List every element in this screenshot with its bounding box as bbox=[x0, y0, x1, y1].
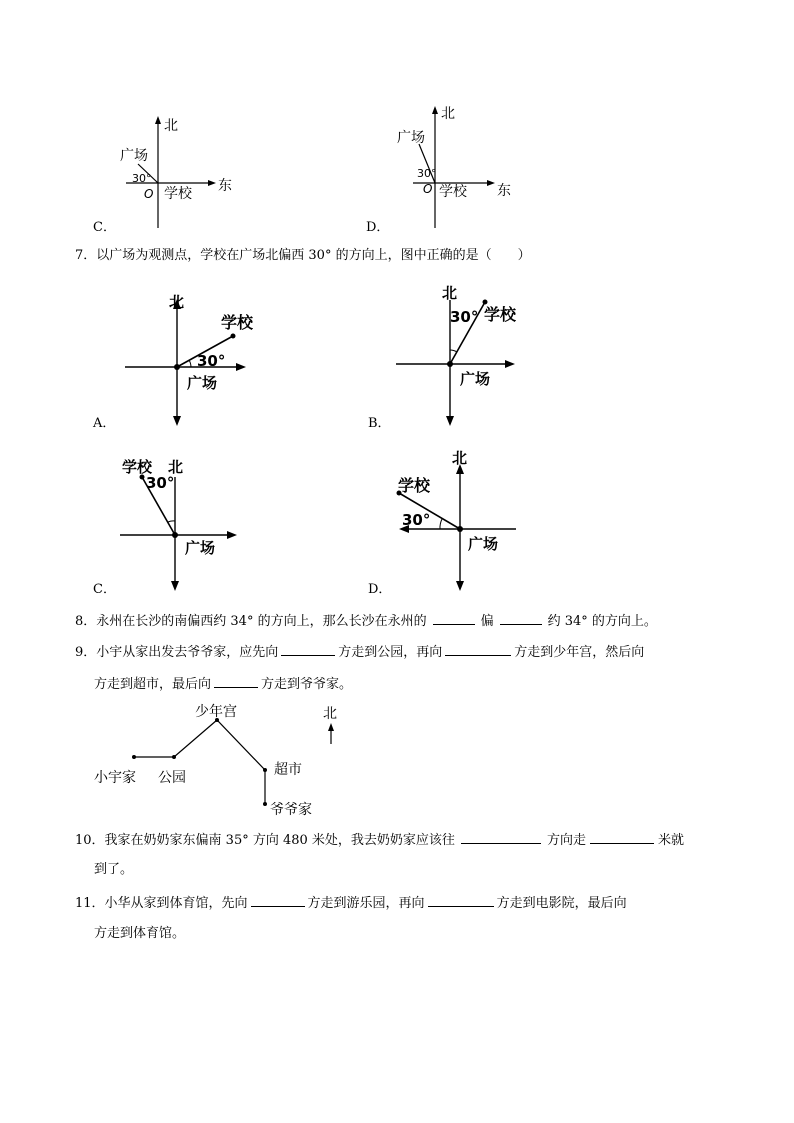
question-10-line-2 bbox=[94, 862, 133, 878]
school-point bbox=[483, 300, 488, 305]
q9-blank-2[interactable] bbox=[445, 643, 511, 656]
north-label: 北 bbox=[168, 458, 184, 476]
q9-text-4: 方走到超市，最后向 bbox=[94, 677, 212, 692]
q7-option-d-figure bbox=[390, 445, 540, 595]
plaza-point bbox=[172, 532, 178, 538]
angle-arc bbox=[168, 521, 175, 522]
q6-option-d-figure bbox=[385, 100, 535, 235]
school-label: 学校 bbox=[439, 184, 467, 200]
question-9-line-2 bbox=[94, 675, 352, 693]
q9-text-1: 9．小宇从家出发去爷爷家，应先向 bbox=[75, 645, 279, 660]
q11-text-1: 11．小华从家到体育馆，先向 bbox=[75, 896, 248, 911]
q11-text-2: 方走到游乐园，再向 bbox=[307, 896, 425, 911]
q10-text-2: 方向走 bbox=[546, 833, 586, 848]
angle-label: 30° bbox=[402, 511, 431, 529]
q8-blank-2[interactable] bbox=[500, 612, 542, 625]
route-line bbox=[134, 720, 265, 804]
q11-text-3: 方走到电影院，最后向 bbox=[496, 896, 627, 911]
question-10-line-1 bbox=[75, 831, 684, 849]
north-label: 北 bbox=[323, 706, 337, 722]
plaza-label: 广场 bbox=[468, 535, 499, 553]
school-label: 学校 bbox=[164, 186, 192, 202]
origin-label: O bbox=[423, 182, 433, 196]
question-8 bbox=[75, 612, 657, 630]
q6-option-d-label[interactable]: D． bbox=[366, 220, 390, 235]
supermarket-point bbox=[263, 768, 267, 772]
park-point bbox=[172, 755, 176, 759]
q6-option-c-figure bbox=[100, 110, 250, 235]
angle-label: 30° bbox=[132, 172, 152, 185]
school-label: 学校 bbox=[221, 313, 254, 332]
question-7-text: 7．以广场为观测点，学校在广场北偏西 30° 的方向上，图中正确的是（ ） bbox=[75, 248, 531, 263]
plaza-point bbox=[457, 526, 463, 532]
south-arrow bbox=[173, 416, 181, 426]
plaza-label: 广场 bbox=[187, 374, 218, 392]
q7-option-b-figure bbox=[390, 280, 550, 430]
q9-text-5: 方走到爷爷家。 bbox=[261, 677, 353, 692]
home-point bbox=[132, 755, 136, 759]
east-arrow bbox=[505, 360, 515, 368]
q9-blank-3[interactable] bbox=[214, 675, 258, 688]
q11-blank-1[interactable] bbox=[251, 894, 305, 907]
angle-arc bbox=[450, 350, 457, 352]
q10-blank-2[interactable] bbox=[590, 831, 654, 844]
supermarket-label: 超市 bbox=[274, 762, 302, 778]
north-label: 北 bbox=[169, 293, 185, 311]
question-11-line-2 bbox=[94, 926, 185, 942]
south-arrow bbox=[446, 416, 454, 426]
q9-route-map bbox=[90, 700, 360, 822]
grandpa-label: 爷爷家 bbox=[270, 802, 312, 818]
east-label: 东 bbox=[497, 183, 511, 199]
park-label: 公园 bbox=[158, 770, 186, 786]
q6-option-c-label[interactable]: C． bbox=[93, 220, 116, 235]
q8-text-1: 8．永州在长沙的南偏西约 34° 的方向上，那么长沙在永州的 bbox=[75, 614, 427, 629]
q7-option-c-figure bbox=[112, 455, 262, 595]
north-label: 北 bbox=[452, 449, 468, 467]
question-11-line-1 bbox=[75, 894, 627, 912]
angle-label: 30° bbox=[450, 308, 479, 326]
south-arrow bbox=[171, 581, 179, 591]
east-arrow bbox=[208, 180, 216, 186]
q9-text-3: 方走到少年宫，然后向 bbox=[514, 645, 645, 660]
origin-label: O bbox=[144, 187, 154, 201]
q7-option-a-label[interactable]: A． bbox=[93, 416, 116, 431]
angle-arc bbox=[189, 360, 191, 367]
north-indicator-arrow bbox=[328, 723, 334, 731]
east-arrow bbox=[236, 363, 246, 371]
q10-text-3: 米就 bbox=[657, 833, 684, 848]
north-label: 北 bbox=[441, 106, 455, 122]
south-arrow bbox=[456, 581, 464, 591]
north-label: 北 bbox=[442, 284, 458, 302]
youth-palace-label: 少年宫 bbox=[195, 704, 237, 720]
q8-text-3: 约 34° 的方向上。 bbox=[547, 614, 657, 629]
q7-option-a-figure bbox=[115, 290, 275, 430]
plaza-label: 广场 bbox=[185, 539, 216, 557]
angle-label: 30° bbox=[417, 167, 437, 180]
q7-option-c-label[interactable]: C． bbox=[93, 582, 116, 597]
east-arrow bbox=[227, 531, 237, 539]
plaza-point bbox=[174, 364, 180, 370]
north-arrow bbox=[432, 106, 438, 114]
question-9-line-1 bbox=[75, 643, 644, 661]
plaza-label: 广场 bbox=[120, 148, 148, 164]
school-label: 学校 bbox=[484, 305, 517, 324]
school-label: 学校 bbox=[122, 458, 153, 476]
angle-label: 30° bbox=[197, 352, 226, 370]
q10-text-4: 到了。 bbox=[94, 862, 134, 877]
q8-text-2: 偏 bbox=[480, 614, 494, 629]
plaza-label: 广场 bbox=[397, 130, 425, 146]
q11-text-4: 方走到体育馆。 bbox=[94, 926, 186, 941]
home-label: 小宇家 bbox=[94, 770, 136, 786]
q8-blank-1[interactable] bbox=[433, 612, 475, 625]
q10-blank-1[interactable] bbox=[461, 831, 541, 844]
north-label: 北 bbox=[164, 118, 178, 134]
plaza-label: 广场 bbox=[460, 370, 491, 388]
school-point bbox=[231, 334, 236, 339]
q9-blank-1[interactable] bbox=[281, 643, 335, 656]
q11-blank-2[interactable] bbox=[428, 894, 494, 907]
north-arrow bbox=[155, 116, 161, 124]
plaza-point bbox=[447, 361, 453, 367]
q9-text-2: 方走到公园，再向 bbox=[338, 645, 443, 660]
east-label: 东 bbox=[218, 178, 232, 194]
q7-option-b-label[interactable]: B． bbox=[368, 416, 391, 431]
angle-label: 30° bbox=[146, 474, 175, 492]
east-arrow bbox=[487, 180, 495, 186]
q7-option-d-label[interactable]: D． bbox=[368, 582, 392, 597]
angle-arc bbox=[440, 519, 442, 529]
q10-text-1: 10．我家在奶奶家东偏南 35° 方向 480 米处，我去奶奶家应该往 bbox=[75, 833, 455, 848]
school-label: 学校 bbox=[398, 476, 431, 495]
grandpa-point bbox=[263, 802, 267, 806]
